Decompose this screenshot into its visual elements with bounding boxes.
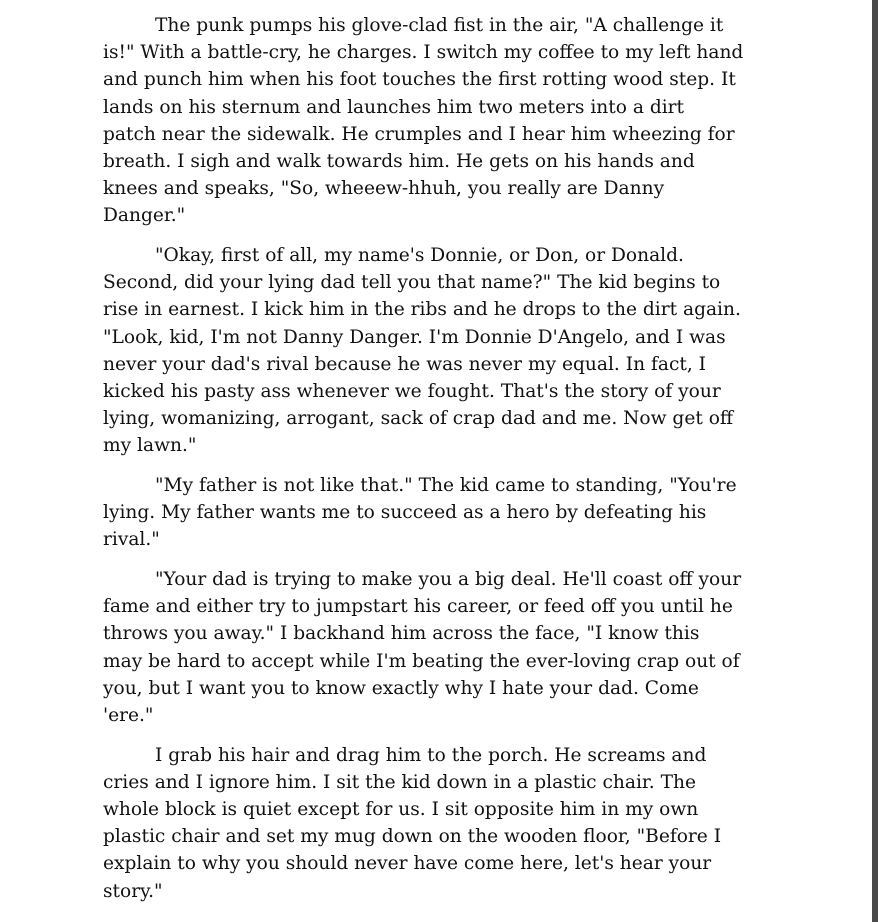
paragraph-3: "My father is not like that." The kid came to standing, "You're lying. My father wants me to succeed as a hero by defeating his rival." <box>103 475 737 551</box>
document-body <box>103 12 783 917</box>
paragraph-1: The punk pumps his glove-clad fist in the air, "A challenge it is!" With a battle-cry, he charges. I switch my coffee to my left hand and punch him when his foot touches the first rotting wood step. It lands on his sternum and launches him two meters into a dirt patch near the sidewalk. He crumples and I hear him wheezing for breath. I sigh and walk towards him. He gets on his hands and knees and speaks, "So, wheeew-hhuh, you really are Danny Danger." <box>103 15 744 227</box>
paragraph-4: "Your dad is trying to make you a big deal. He'll coast off your fame and either try to jumpstart his career, or feed off you until he throws you away." I backhand him across the face, "I know this may be hard to accept while I'm beating the ever-loving crap out of you, but I want you to know exactly why I hate your dad. Come 'ere." <box>103 569 742 727</box>
paragraph-5: I grab his hair and drag him to the porch. He screams and cries and I ignore him. I sit the kid down in a plastic chair. The whole block is quiet except for us. I sit opposite him in my own plastic chair and set my mug down on the wooden floor, "Before I explain to why you should never have come here, let's hear your story." <box>103 744 722 902</box>
window-right-edge <box>872 0 878 922</box>
paragraph-2: "Okay, first of all, my name's Donnie, or Don, or Donald. Second, did your lying dad tell you that name?" The kid begins to rise in earnest. I kick him in the ribs and he drops to the dirt again. "Look, kid, I'm not Danny Danger. I'm Donnie D'Angelo, and I was never your dad's rival because he was never my equal. In fact, I kicked his pasty ass whenever we fought. That's the story of your lying, womanizing, arrogant, sack of crap dad and me. Now get off my lawn." <box>103 245 741 457</box>
